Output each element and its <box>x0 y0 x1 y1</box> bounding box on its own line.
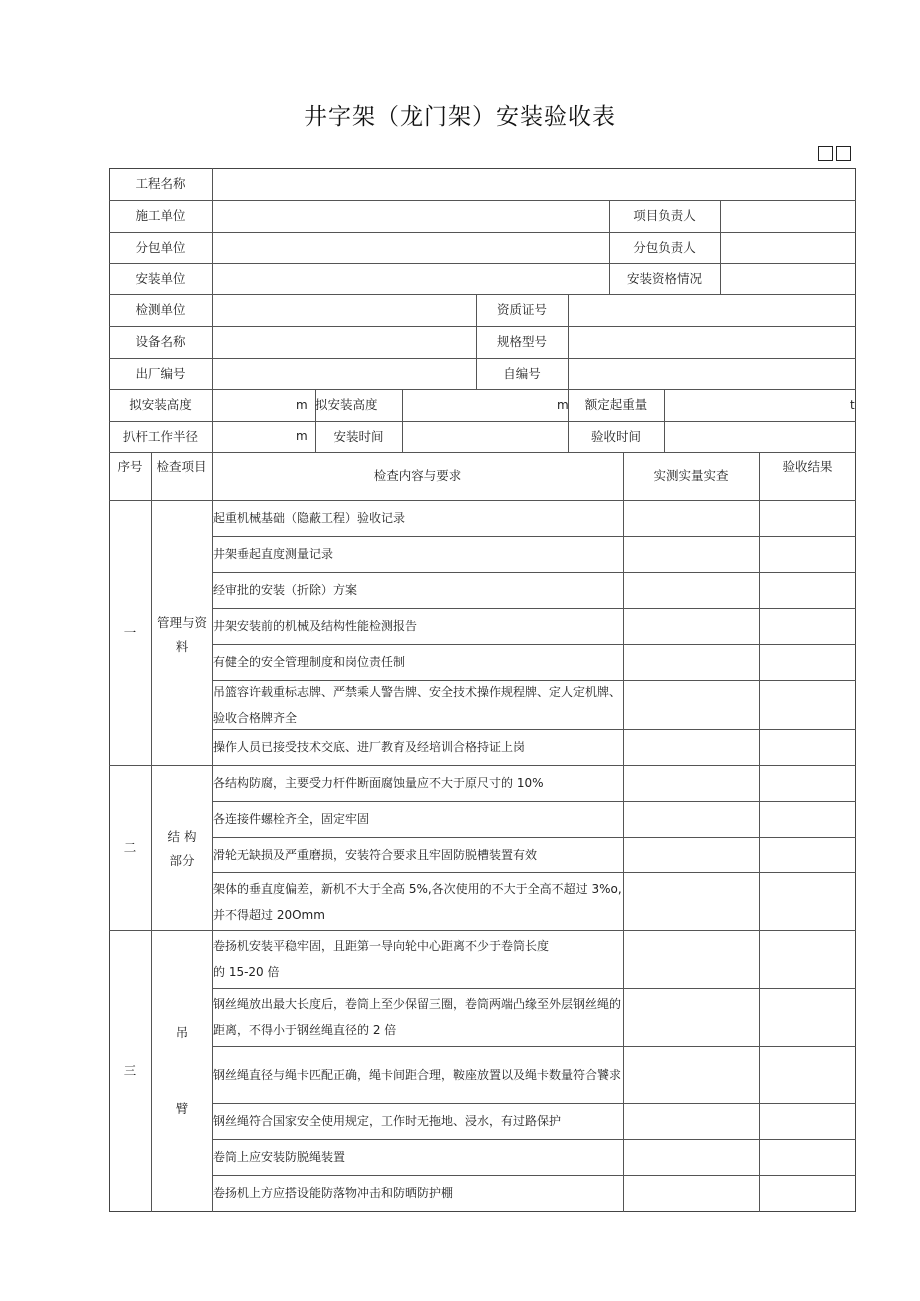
checkbox-pair <box>818 146 851 161</box>
checkbox-right[interactable] <box>836 146 851 161</box>
label-rated-load: 额定起重量 <box>584 397 648 413</box>
project-name-field[interactable] <box>213 169 855 200</box>
label-accept-time: 验收时间 <box>590 428 641 444</box>
label-equipment-name: 设备名称 <box>135 334 186 350</box>
section-3-item-1-line-2: 的 15-20 倍 <box>213 965 280 979</box>
section-2-item-4: 架体的垂直度偏差，新机不大于全高 5%,各次使用的不大于全高不超过 3%o,并不得超过 20Omm <box>213 882 622 922</box>
unit-m-3: m <box>296 429 308 443</box>
planned-height-1-field[interactable] <box>213 390 293 421</box>
construction-unit-field[interactable] <box>213 201 609 232</box>
factory-no-field[interactable] <box>213 359 476 389</box>
section-2-item-1: 各结构防腐，主要受力杆件断面腐蚀量应不大于原尺寸的 10% <box>213 776 544 790</box>
pole-radius-field[interactable] <box>213 422 293 452</box>
section-3-item-2: 钢丝绳放出最大长度后，卷筒上至少保留三圈，卷筒两端凸缘至外层钢丝绳的距离，不得小于钢丝绳直径的 2 倍 <box>213 997 622 1037</box>
label-subcontract-leader: 分包负责人 <box>633 239 696 255</box>
section-1-seq: 一 <box>123 624 137 640</box>
label-testing-unit: 检测单位 <box>135 302 186 318</box>
section-1-item-5: 有健全的安全管理制度和岗位责任制 <box>213 655 406 669</box>
header-measured: 实测实量实查 <box>653 468 729 484</box>
page-title: 井字架（龙门架）安装验收表 <box>304 104 616 130</box>
label-planned-height-2: 拟安装高度 <box>315 397 378 413</box>
section-3-item-4: 钢丝绳符合国家安全使用规定，工作时无拖地、浸水，有过路保护 <box>213 1114 562 1128</box>
install-unit-field[interactable] <box>213 264 609 294</box>
checkbox-left[interactable] <box>818 146 833 161</box>
section-3-item-1-line-1: 卷扬机安装平稳牢固，且距第一导向轮中心距离不少于卷筒长度 <box>213 939 550 953</box>
spec-model-field[interactable] <box>569 327 855 358</box>
install-qualification-field[interactable] <box>721 264 855 294</box>
section-1-item-4: 井架安装前的机械及结构性能检测报告 <box>213 619 418 633</box>
label-project-name: 工程名称 <box>135 176 186 192</box>
header-content: 检查内容与要求 <box>373 468 462 484</box>
unit-m-1: m <box>296 398 308 412</box>
label-self-no: 自编号 <box>503 365 541 381</box>
header-check-item: 检查项目 <box>156 459 207 475</box>
accept-time-field[interactable] <box>665 422 855 452</box>
section-3-name-1: 吊 <box>175 1025 189 1041</box>
section-1-item-3: 经审批的安装（折除）方案 <box>213 583 358 597</box>
header-seq: 序号 <box>117 459 143 475</box>
section-1-item-6: 吊篮容许载重标志牌、严禁乘人警告牌、安全技术操作规程牌、定人定机牌、验收合格牌齐全 <box>213 685 622 725</box>
qualification-cert-field[interactable] <box>569 295 855 326</box>
section-3-item-6: 卷扬机上方应搭设能防落物冲击和防晒防护棚 <box>213 1186 454 1200</box>
planned-height-2-field[interactable] <box>403 390 553 421</box>
section-2-item-2: 各连接件螺栓齐全，固定牢固 <box>213 812 370 826</box>
label-install-unit: 安装单位 <box>135 270 186 286</box>
section-3-seq: 三 <box>123 1063 137 1079</box>
equipment-name-field[interactable] <box>213 327 476 358</box>
section-2-seq: 二 <box>123 839 137 855</box>
subcontract-unit-field[interactable] <box>213 233 609 263</box>
label-subcontract-unit: 分包单位 <box>135 239 186 255</box>
section-1-item-2: 井架垂起直度测量记录 <box>213 547 334 561</box>
label-pole-radius: 扒杆工作半径 <box>122 428 198 444</box>
section-1-item-7: 操作人员已接受技术交底、进厂教育及经培训合格持证上岗 <box>213 740 526 754</box>
label-factory-no: 出厂编号 <box>135 365 186 381</box>
label-project-leader: 项目负责人 <box>633 208 696 224</box>
label-install-qualification: 安装资格情况 <box>626 270 702 286</box>
label-spec-model: 规格型号 <box>496 334 547 350</box>
label-install-time: 安装时间 <box>333 428 384 444</box>
section-2-name-1: 结 构 <box>167 829 197 845</box>
label-qualification-cert: 资质证号 <box>496 302 547 318</box>
section-2-item-3: 滑轮无缺损及严重磨损，安装符合要求且牢固防脱槽装置有效 <box>213 848 538 862</box>
testing-unit-field[interactable] <box>213 295 476 326</box>
install-time-field[interactable] <box>403 422 568 452</box>
section-3-name-2: 臂 <box>175 1101 189 1117</box>
label-construction-unit: 施工单位 <box>135 208 186 224</box>
unit-t: t <box>850 398 855 412</box>
section-1-name: 管理与资料 <box>156 615 207 654</box>
section-2-name-2: 部分 <box>169 853 195 869</box>
unit-m-2: m <box>557 398 569 412</box>
rated-load-field[interactable] <box>665 390 847 421</box>
section-3-item-5: 卷筒上应安装防脱绳装置 <box>213 1150 346 1164</box>
project-leader-field[interactable] <box>721 201 855 232</box>
section-3-item-3: 钢丝绳直径与绳卡匹配正确，绳卡间距合理，鞍座放置以及绳卡数量符合饕求 <box>213 1068 622 1082</box>
subcontract-leader-field[interactable] <box>721 233 855 263</box>
label-planned-height-1: 拟安装高度 <box>129 397 192 413</box>
section-1-item-1: 起重机械基础（隐蔽工程）验收记录 <box>213 511 406 525</box>
self-no-field[interactable] <box>569 359 855 389</box>
header-result: 验收结果 <box>782 459 833 475</box>
